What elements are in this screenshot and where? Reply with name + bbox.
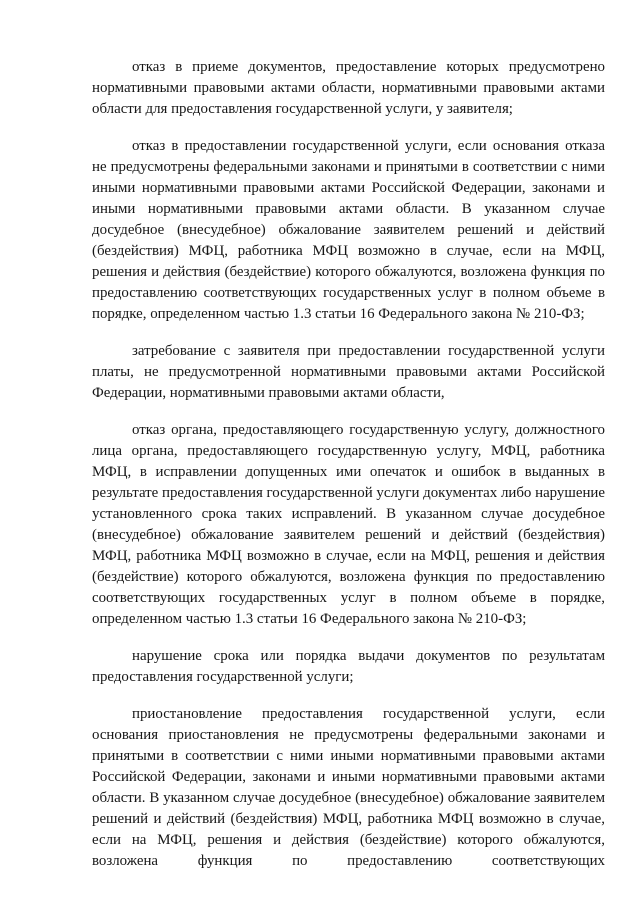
paragraph-refusal-documents: отказ в приеме документов, предоставление которых предусмотрено нормативными правовыми актами области, нормативными правовыми актами области для предоставления государственной услуги, у заявителя; [92, 59, 605, 117]
paragraph-deadline-violation: нарушение срока или порядка выдачи документов по результатам предоставления государственной услуги; [92, 648, 605, 685]
paragraph-refusal-corrections: отказ органа, предоставляющего государственную услугу, должностного лица органа, предоставляющего государственную услугу, МФЦ, работника МФЦ, в исправлении допущенных ими опечаток и ошибок в выданных в результате предоставления государственной услуги документах либо нарушение установленного срока таких исправлений. В указанном случае досудебное (внесудебное) обжалование заявителем решений и действий (бездействия) МФЦ, работника МФЦ возможно в случае, если на МФЦ, решения и действия (бездействие) которого обжалуются, возложена функция по предоставлению соответствующих государственных услуг в полном объеме в порядке, определенном частью 1.3 статьи 16 Федерального закона № 210-ФЗ; [92, 422, 605, 627]
paragraph-suspension: приостановление предоставления государственной услуги, если основания приостановления не предусмотрены федеральными законами и принятыми в соответствии с ними иными нормативными правовыми актами Российской Федерации, законами и иными нормативными правовыми актами области. В указанном случае досудебное (внесудебное) обжалование заявителем решений и действий (бездействия) МФЦ, работника МФЦ возможно в случае, если на МФЦ, решения и действия (бездействие) которого обжалуются, возложена функция по предоставлению соответствующих [92, 706, 605, 869]
paragraph-refusal-service: отказ в предоставлении государственной услуги, если основания отказа не предусмотрены федеральными законами и принятыми в соответствии с ними иными нормативными правовыми актами Российской Федерации, законами и иными нормативными правовыми актами области. В указанном случае досудебное (внесудебное) обжалование заявителем решений и действий (бездействия) МФЦ, работника МФЦ возможно в случае, если на МФЦ, решения и действия (бездействие) которого обжалуются, возложена функция по предоставлению соответствующих государственных услуг в полном объеме в порядке, определенном частью 1.3 статьи 16 Федерального закона № 210-ФЗ; [92, 138, 605, 322]
document-body [92, 57, 605, 888]
paragraph-fee-demand: затребование с заявителя при предоставлении государственной услуги платы, не предусмотренной нормативными правовыми актами Российской Федерации, нормативными правовыми актами области, [92, 343, 605, 401]
